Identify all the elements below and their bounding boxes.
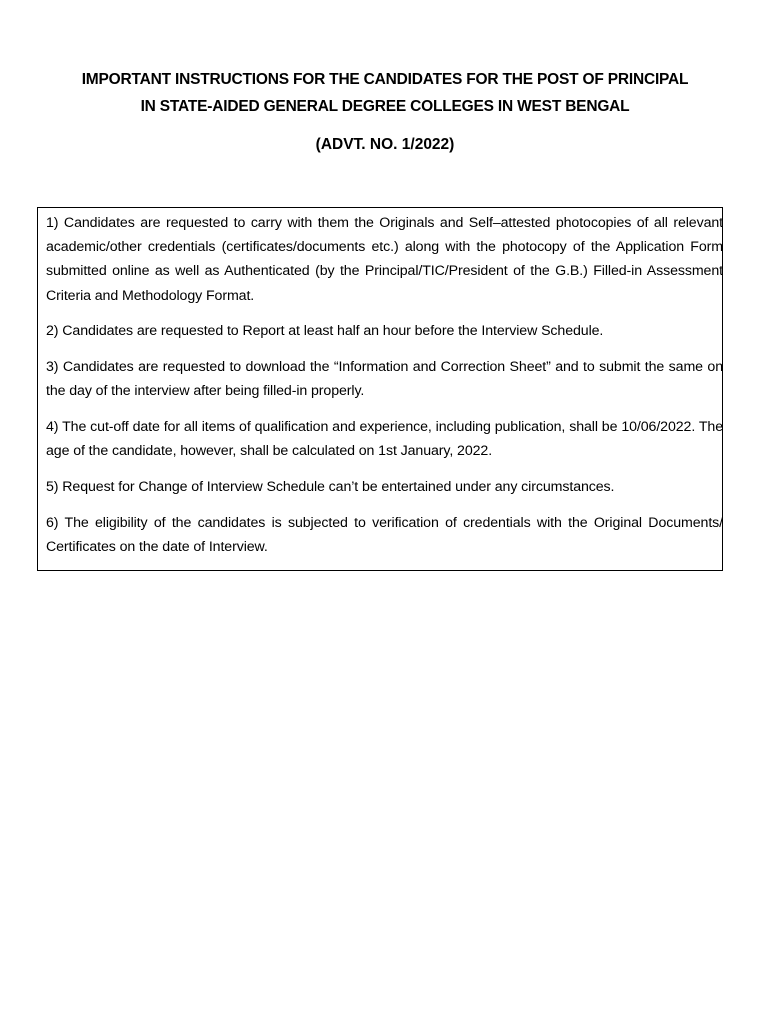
instruction-item-3: 3) Candidates are requested to download the “Information and Correction Sheet” and to submit the same on the day of the interview after being filled-in properly. bbox=[46, 359, 723, 400]
document-title bbox=[30, 66, 740, 120]
instruction-item-5: 5) Request for Change of Interview Schedule can’t be entertained under any circumstances. bbox=[46, 478, 615, 495]
instruction-item-4: 4) The cut-off date for all items of qualification and experience, including publication, shall be 10/06/2022. The age of the candidate, however, shall be calculated on 1st January, 2022. bbox=[46, 418, 723, 460]
advertisement-number: (ADVT. NO. 1/2022) bbox=[315, 136, 455, 153]
title-line-2: IN STATE-AIDED GENERAL DEGREE COLLEGES IN WEST BENGAL bbox=[140, 98, 630, 115]
instructions-box bbox=[37, 207, 723, 571]
instruction-item-2: 2) Candidates are requested to Report at least half an hour before the Interview Schedule. bbox=[46, 323, 604, 340]
instruction-item-1: 1) Candidates are requested to carry with them the Originals and Self–attested photocopies of all relevant academic/other credentials (certificates/documents etc.) along with the photocopy of the Application Form submitted online as well as Authenticated (by the Principal/TIC/President of the G.B.) Filled-in Assessment Criteria and Methodology Format. bbox=[46, 215, 723, 304]
title-line-1: IMPORTANT INSTRUCTIONS FOR THE CANDIDATES FOR THE POST OF PRINCIPAL bbox=[81, 71, 689, 88]
instruction-item-6: 6) The eligibility of the candidates is subjected to verification of credentials with the Original Documents/ Certificates on the date of Interview. bbox=[46, 514, 723, 555]
